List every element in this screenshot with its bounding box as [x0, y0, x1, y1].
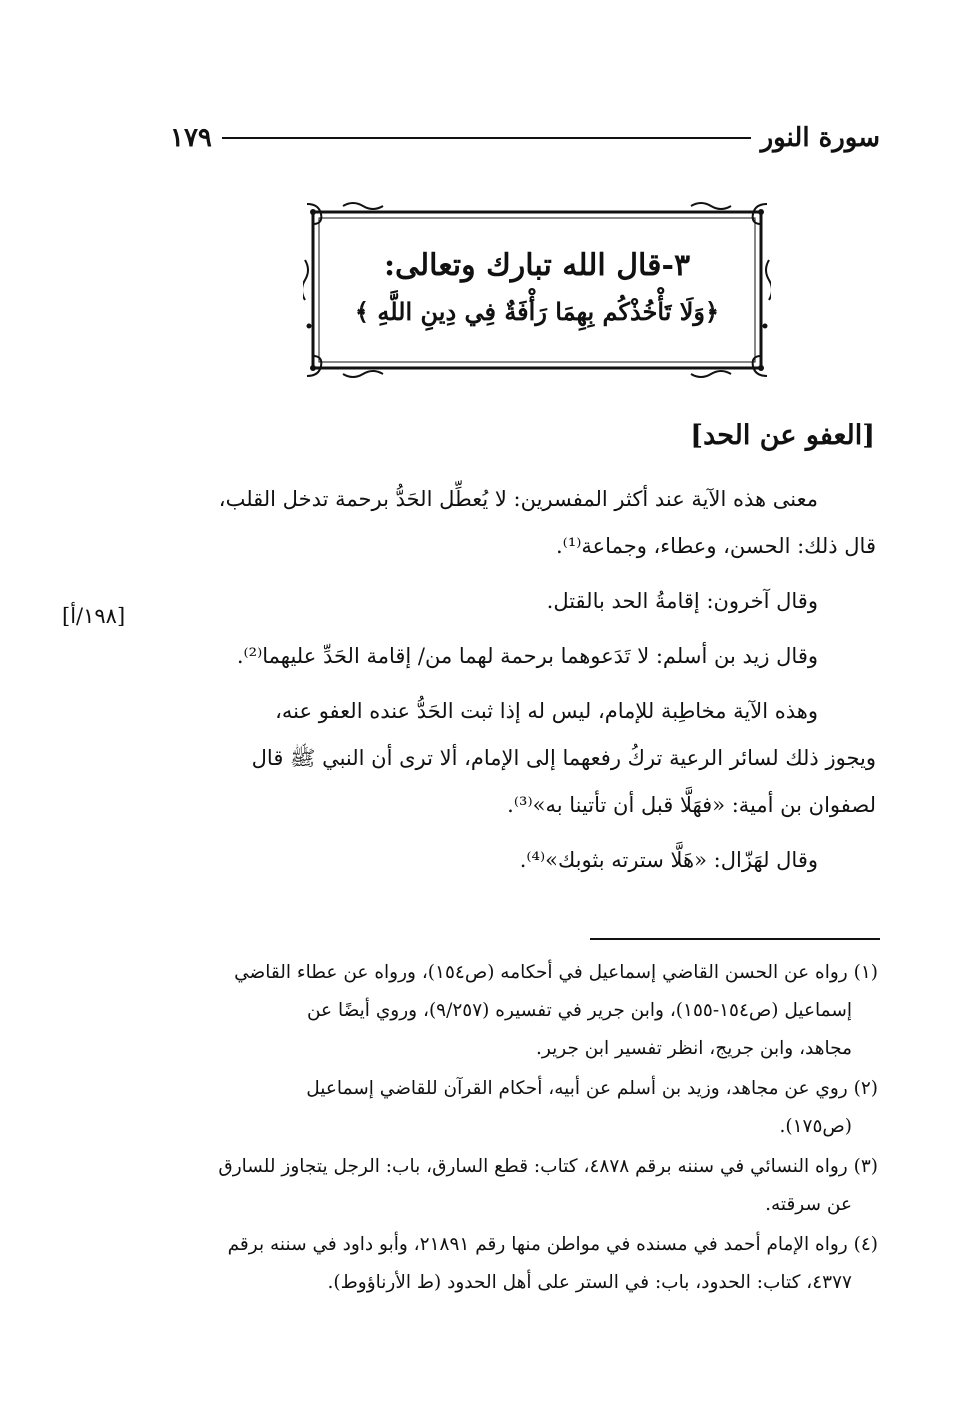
footnote-line: مجاهد، وابن جريج، انظر تفسير ابن جرير.	[536, 1038, 852, 1059]
frame-title: ٣-قال الله تبارك وتعالى:	[383, 248, 691, 283]
page-number: ١٧٩	[170, 123, 212, 153]
footnote-1	[166, 954, 878, 1068]
footnote-line: (ص١٧٥).	[779, 1116, 852, 1137]
footnote-3	[166, 1148, 878, 1224]
text-line: ويجوز ذلك لسائر الرعية تركُ رفعهما إلى الإمام، ألا ترى أن النبي ﷺ قال	[251, 746, 876, 770]
footnote-line: (٤) رواه الإمام أحمد في مسنده في مواطن منها رقم ٢١٨٩١، وأبو داود في سننه برقم	[227, 1234, 878, 1255]
text-line: معنى هذه الآية عند أكثر المفسرين: لا يُعطِّل الحَدُّ برحمة تدخل القلب،	[218, 487, 818, 511]
footnote-line: (٣) رواه النسائي في سننه برقم ٤٨٧٨، كتاب: قطع السارق، باب: الرجل يتجاوز للسارق	[218, 1156, 878, 1177]
text-line: لصفوان بن أمية: «فهَلَّا قبل أن تأتينا به»⁽³⁾.	[507, 793, 876, 817]
section-heading: [العفو عن الحد]	[690, 420, 875, 451]
paragraph	[168, 688, 876, 829]
text-line: قال ذلك: الحسن، وعطاء، وجماعة⁽¹⁾.	[555, 534, 876, 558]
footnote-separator	[590, 938, 880, 940]
main-text	[168, 476, 876, 884]
footnote-line: (٢) روي عن مجاهد، وزيد بن أسلم عن أبيه، أحكام القرآن للقاضي إسماعيل	[306, 1078, 878, 1099]
quran-verse: ﴿وَلَا تَأْخُذْكُم بِهِمَا رَأْفَةٌ فِي دِينِ اللَّهِ ﴾	[354, 297, 720, 326]
footnote-2	[166, 1070, 878, 1146]
paragraph: وقال آخرون: إقامةُ الحد بالقتل.	[546, 589, 818, 613]
paragraph: وقال زيد بن أسلم: لا تَدَعوهما برحمة لهما من/ إقامة الحَدِّ عليهما⁽²⁾.	[236, 644, 818, 668]
margin-folio-note: [١٩٨/أ]	[62, 604, 126, 628]
footnote-4	[166, 1226, 878, 1302]
paragraph	[168, 476, 876, 570]
paragraph: وقال لهَزّال: «هَلَّا سترته بثوبك»⁽⁴⁾.	[519, 848, 818, 872]
footnote-line: (١) رواه عن الحسن القاضي إسماعيل في أحكامه (ص١٥٤)، ورواه عن عطاء القاضي	[234, 962, 878, 983]
text-line: وهذه الآية مخاطِبة للإمام، ليس له إذا ثبت الحَدُّ عنده العفو عنه،	[275, 699, 818, 723]
ornamental-frame	[303, 200, 771, 380]
header-rule	[222, 137, 751, 139]
footnote-line: عن سرقته.	[765, 1194, 852, 1215]
footnote-line: ٤٣٧٧، كتاب: الحدود، باب: في الستر على أهل الحدود (ط الأرناؤوط).	[327, 1272, 852, 1293]
footnotes	[166, 954, 878, 1304]
footnote-line: إسماعيل (ص١٥٤-١٥٥)، وابن جرير في تفسيره (٩/٢٥٧)، وروي أيضًا عن	[306, 1000, 852, 1021]
surah-name: سورة النور	[760, 123, 880, 153]
page-header	[170, 118, 880, 158]
